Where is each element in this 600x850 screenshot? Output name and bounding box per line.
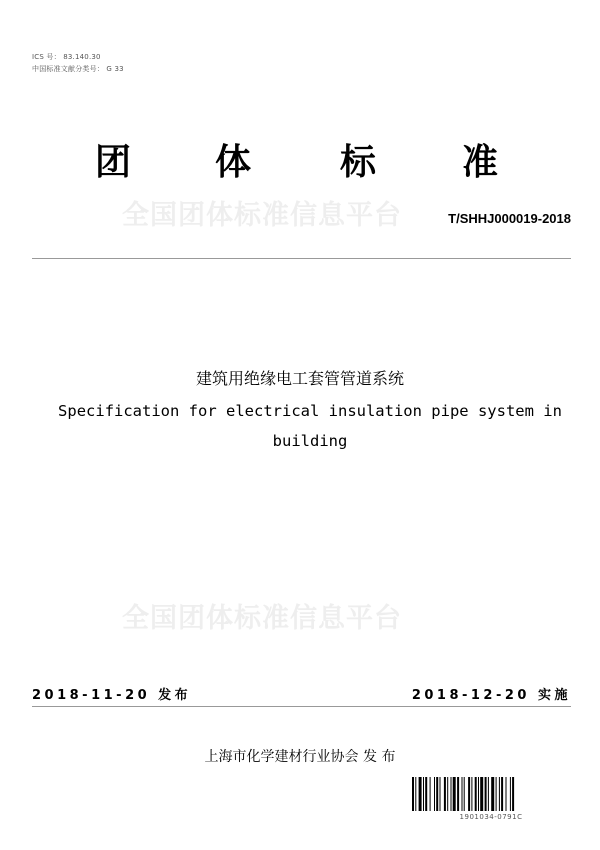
barcode-bar (468, 777, 470, 811)
barcode-bar (464, 777, 465, 811)
barcode-bar (512, 777, 514, 811)
header-divider (32, 258, 571, 259)
barcode-bar (453, 777, 456, 811)
publish-date: 2018-11-20 发布 (32, 688, 192, 703)
title-char: 标 (340, 142, 377, 183)
barcode-bar (501, 777, 503, 811)
barcode-bar (475, 777, 477, 811)
watermark-bottom: 全国团体标准信息平台 (122, 603, 402, 634)
ccs-code: 中国标准文献分类号： G 33 (32, 65, 124, 73)
ics-code: ICS 号： 83.140.30 (32, 53, 101, 61)
barcode-bar (457, 777, 459, 811)
publisher: 上海市化学建材行业协会 发 布 (204, 749, 396, 765)
barcode-bar (491, 777, 494, 811)
title-char: 体 (215, 142, 252, 183)
barcode-bar (412, 777, 414, 811)
barcode-bar (478, 777, 479, 811)
title-char: 准 (462, 142, 499, 183)
standard-code: T/SHHJ000019-2018 (448, 211, 571, 226)
barcode-bar (499, 777, 500, 811)
standard-name-cn: 建筑用绝缘电工套管管道系统 (195, 369, 404, 388)
barcode-number: 1901034-0791C (459, 813, 523, 821)
barcode-bar (423, 777, 424, 811)
barcode-bar (506, 777, 507, 811)
barcode-bar (485, 777, 487, 811)
barcode-bar (434, 777, 435, 811)
standard-name-en: Specification for electrical insulation pipe system in building (58, 402, 562, 450)
barcode-bar (496, 777, 497, 811)
barcode-bar (430, 777, 431, 811)
footer-divider (32, 706, 571, 707)
barcode-bar (415, 777, 416, 811)
barcode-bar (419, 777, 422, 811)
barcode-bar (447, 777, 448, 811)
barcode-bar (510, 777, 511, 811)
document-type-title (0, 134, 600, 184)
watermark-top: 全国团体标准信息平台 (122, 200, 402, 231)
title-char: 团 (95, 142, 132, 183)
barcode-bar (425, 777, 427, 811)
barcode-bar (471, 777, 472, 811)
barcode-bar (444, 777, 446, 811)
barcode-bar (440, 777, 441, 811)
barcode-bar (451, 777, 452, 811)
barcode-bar (462, 777, 463, 811)
implement-date: 2018-12-20 实施 (411, 688, 571, 703)
barcode-bar (436, 777, 438, 811)
barcode-bar (488, 777, 489, 811)
barcode-bar (480, 777, 483, 811)
barcode-graphic (412, 777, 570, 817)
